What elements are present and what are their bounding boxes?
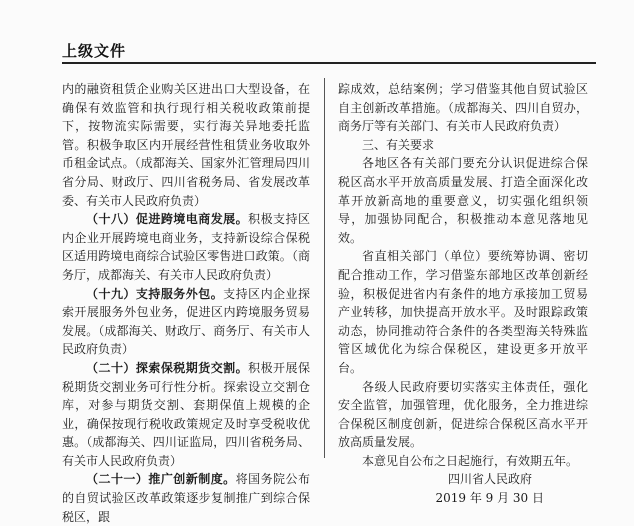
paragraph-18: [62, 210, 310, 284]
paragraph-21-body: 将国务院公布的自贸试验区改革政策逐步复制推广到综合保税区，跟: [62, 472, 310, 524]
paragraph-21-heading: （二十一）推广创新制度。: [86, 472, 236, 487]
page-header: [0, 0, 634, 66]
section-heading: 三、有关要求: [362, 137, 435, 152]
paragraph-18-body: 积极支持区内企业开展跨境电商业务，支持新设综合保税区适用跨境电商综合试验区零售进口政策。（商务厅，成都海关、有关市人民政府负责）: [62, 212, 310, 282]
left-column: [62, 80, 310, 526]
issue-date: 2019 年 9 月 30 日: [435, 491, 544, 506]
paragraph-20: [62, 359, 310, 471]
paragraph-21: [62, 470, 310, 526]
right-column: [338, 80, 588, 508]
column-divider: [324, 78, 325, 458]
requirements-paragraph-2: 省直相关部门（单位）要统筹协调、密切配合推动工作，学习借鉴东部地区改革创新经验，积极促进省内有条件的地方承接加工贸易产业转移，加快提高开放水平。及时跟踪政策动态，协同推动符合条件的各类型海关特殊监管区域优化为综合保税区，建设更多开放平台。: [338, 249, 588, 375]
paragraph-19-heading: （十九）支持服务外包。: [86, 286, 224, 301]
paragraph-continued: 内的融资租赁企业购关区进出口大型设备，在确保有效监管和执行现行相关税收政策前提下，按物流实际需要，实行海关异地委托监管。积极争取区内开展经营性租赁业务收取外币租金试点。（成都海关、国家外汇管理局四川省分局、财政厅、四川省税务局、省发展改革委、有关市人民政府负责）: [62, 82, 310, 208]
header-rule: [62, 62, 596, 64]
paragraph-19-body: 支持区内企业探索开展服务外包业务，促进区内跨境服务贸易发展。（成都海关、财政厅、商务厅、有关市人民政府负责）: [62, 286, 310, 357]
issuer-signature: 四川省人民政府: [447, 472, 532, 487]
paragraph-continued-right: 踪成效，总结案例；学习借鉴其他自贸试验区自主创新改革措施。（成都海关、四川自贸办，商务厅等有关部门、有关市人民政府负责）: [338, 82, 588, 134]
requirements-paragraph-1: 各地区各有关部门要充分认识促进综合保税区高水平开放高质量发展、打造全面深化改革开放新高地的重要意义，切实强化组织领导，加强协同配合，积极推动本意见落地见效。: [338, 156, 588, 245]
effective-date-paragraph: 本意见自公布之日起施行，有效期五年。: [362, 453, 579, 468]
paragraph-20-heading: （二十）探索保税期货交割。: [86, 360, 249, 375]
paragraph-20-body: 积极开展保税期货交割业务可行性分析。探索设立交割仓库，对参与期货交割、套期保值上规模的企业，确保按现行税收政策规定及时享受税收优惠。（成都海关、四川证监局，四川省税务局、有关市人民政府负责）: [62, 360, 310, 468]
requirements-paragraph-3: 各级人民政府要切实落实主体责任，强化安全监管，加强管理，优化服务，全力推进综合保税区制度创新，促进综合保税区高水平开放高质量发展。: [338, 379, 588, 450]
paragraph-19: [62, 285, 310, 359]
section-title: 上级文件: [62, 42, 127, 60]
paragraph-18-heading: （十八）促进跨境电商发展。: [86, 212, 249, 227]
